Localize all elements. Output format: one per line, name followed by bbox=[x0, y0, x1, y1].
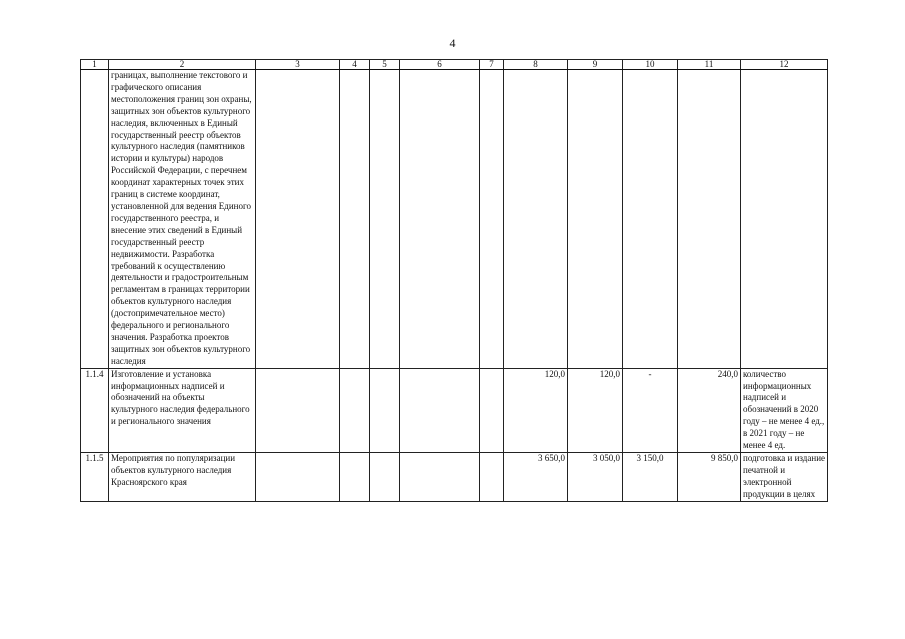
measure-description: границах, выполнение текстового и графического описания местоположения границ зон охраны, защитных зон объектов культурного наследия, включенных в Единый государственный реестр объектов культурного наследия (памятников истории и культуры) народов Российской Федерации, с перечнем координат характерных точек этих границ в системе координат, установленной для ведения Единого государственного реестра, и внесение этих сведений в Единый государственный реестр недвижимости. Разработка требований к осуществлению деятельности и градостроительным регламентам в границах территории объектов культурного наследия (достопримечательное место) федерального и регионального значения. Разработка проектов защитных зон объектов культурного наследия bbox=[109, 70, 256, 369]
row-number: 1.1.4 bbox=[81, 368, 109, 452]
cell-col9: 120,0 bbox=[568, 368, 623, 452]
row-number bbox=[81, 70, 109, 369]
cell-col6 bbox=[400, 368, 480, 452]
cell-col7 bbox=[480, 453, 504, 502]
row-number: 1.1.5 bbox=[81, 453, 109, 502]
expected-result: подготовка и издание печатной и электронной продукции в целях bbox=[741, 453, 828, 502]
cell-col3 bbox=[256, 453, 340, 502]
header-cell-8: 8 bbox=[504, 60, 568, 70]
header-cell-2: 2 bbox=[109, 60, 256, 70]
table-row bbox=[81, 368, 828, 452]
cell-col8 bbox=[504, 70, 568, 369]
program-measures-table bbox=[80, 59, 828, 502]
cell-col8: 3 650,0 bbox=[504, 453, 568, 502]
header-cell-12: 12 bbox=[741, 60, 828, 70]
cell-col10: 3 150,0 bbox=[623, 453, 678, 502]
cell-col9: 3 050,0 bbox=[568, 453, 623, 502]
cell-col6 bbox=[400, 453, 480, 502]
header-cell-1: 1 bbox=[81, 60, 109, 70]
expected-result: количество информационных надписей и обозначений в 2020 году – не менее 4 ед., в 2021 году – не менее 4 ед. bbox=[741, 368, 828, 452]
table-row bbox=[81, 70, 828, 369]
header-cell-4: 4 bbox=[340, 60, 370, 70]
header-cell-5: 5 bbox=[370, 60, 400, 70]
cell-col7 bbox=[480, 368, 504, 452]
page-number: 4 bbox=[449, 36, 456, 50]
cell-col4 bbox=[340, 70, 370, 369]
cell-col5 bbox=[370, 368, 400, 452]
header-cell-6: 6 bbox=[400, 60, 480, 70]
cell-col5 bbox=[370, 70, 400, 369]
header-cell-9: 9 bbox=[568, 60, 623, 70]
cell-col9 bbox=[568, 70, 623, 369]
cell-col7 bbox=[480, 70, 504, 369]
header-cell-7: 7 bbox=[480, 60, 504, 70]
cell-col4 bbox=[340, 453, 370, 502]
table-row bbox=[81, 453, 828, 502]
cell-col3 bbox=[256, 368, 340, 452]
cell-col4 bbox=[340, 368, 370, 452]
cell-col5 bbox=[370, 453, 400, 502]
cell-col6 bbox=[400, 70, 480, 369]
cell-col11: 9 850,0 bbox=[678, 453, 741, 502]
measure-description: Мероприятия по популяризации объектов культурного наследия Красноярского края bbox=[109, 453, 256, 502]
cell-col10 bbox=[623, 70, 678, 369]
header-cell-3: 3 bbox=[256, 60, 340, 70]
header-cell-11: 11 bbox=[678, 60, 741, 70]
cell-col3 bbox=[256, 70, 340, 369]
measure-description: Изготовление и установка информационных надписей и обозначений на объекты культурного наследия федерального и регионального значения bbox=[109, 368, 256, 452]
cell-col8: 120,0 bbox=[504, 368, 568, 452]
cell-col10: - bbox=[623, 368, 678, 452]
header-cell-10: 10 bbox=[623, 60, 678, 70]
cell-col11: 240,0 bbox=[678, 368, 741, 452]
expected-result bbox=[741, 70, 828, 369]
header-row bbox=[81, 60, 828, 70]
cell-col11 bbox=[678, 70, 741, 369]
